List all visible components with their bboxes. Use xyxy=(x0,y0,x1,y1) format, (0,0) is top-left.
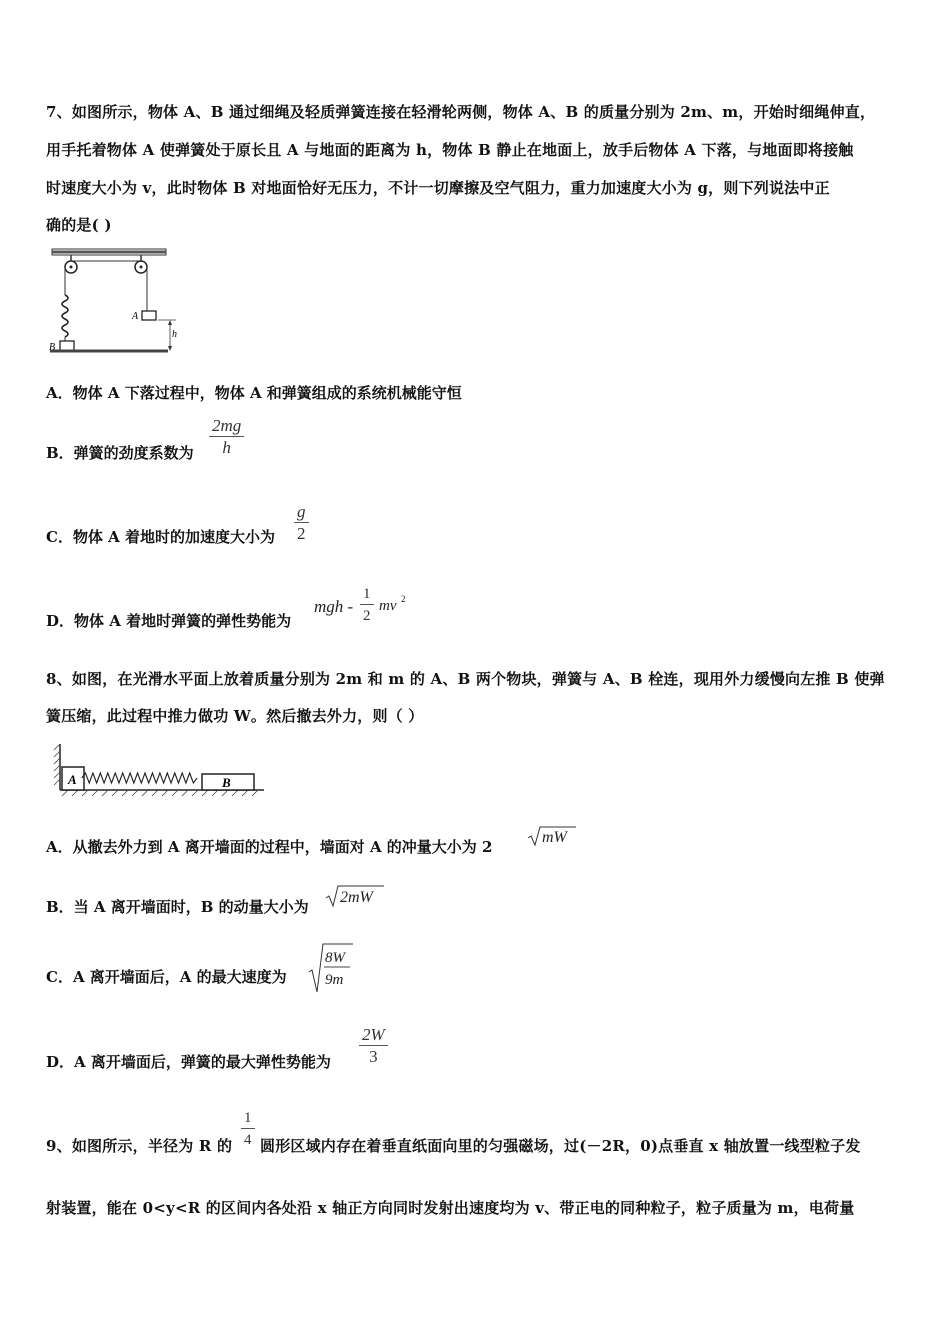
q7-option-d-superscript: 2 xyxy=(401,594,406,604)
q7-text-line-3: 时速度大小为 v，此时物体 B 对地面恰好无压力，不计一切摩擦及空气阻力，重力加速度大小为 g，则下列说法中正 xyxy=(46,179,830,197)
q7-option-c: C．物体 A 着地时的加速度大小为 xyxy=(46,528,276,546)
q7-option-c-fraction xyxy=(294,502,309,545)
q8-spring-blocks-figure xyxy=(52,738,266,800)
fraction-denominator: 3 xyxy=(369,1047,378,1066)
q8-option-c: C．A 离开墙面后，A 的最大速度为 xyxy=(46,968,287,986)
label-a: A xyxy=(132,311,139,322)
q9-text-line-1-part1: 9、如图所示，半径为 R 的 xyxy=(46,1137,233,1155)
label-h: h xyxy=(172,329,177,340)
q8-option-a-sqrt xyxy=(527,825,577,847)
fraction-numerator: 1 xyxy=(363,586,371,602)
q7-text-line-2: 用手托着物体 A 使弹簧处于原长且 A 与地面的距离为 h，物体 B 静止在地面上，放手后物体 A 下落，与地面即将接触 xyxy=(46,141,854,159)
spring-icon xyxy=(62,295,68,337)
spring-icon xyxy=(82,773,197,783)
label-b: B xyxy=(49,342,56,353)
q9-text-line-1-part2: 圆形区域内存在着垂直纸面向里的匀强磁场，过(－2R，0)点垂直 x 轴放置一线型粒子发 xyxy=(260,1137,861,1155)
label-a: A xyxy=(68,772,77,787)
q8-option-b-sqrt xyxy=(325,884,385,908)
label-b: B xyxy=(222,775,231,790)
svg-text:8W: 8W xyxy=(325,950,345,966)
fraction-denominator: h xyxy=(222,438,231,457)
q7-option-b-fraction xyxy=(209,416,244,459)
q7-text-line-4: 确的是( ) xyxy=(46,216,112,234)
svg-text:2mW: 2mW xyxy=(340,889,373,906)
q8-text-line-2: 簧压缩，此过程中推力做功 W。然后撤去外力，则（ ） xyxy=(46,707,424,725)
fraction-numerator: 2mg xyxy=(212,416,242,435)
q7-option-a: A．物体 A 下落过程中，物体 A 和弹簧组成的系统机械能守恒 xyxy=(46,384,462,402)
q7-option-d: D．物体 A 着地时弹簧的弹性势能为 xyxy=(46,612,292,630)
q7-pulley-figure xyxy=(46,245,176,357)
q8-option-d: D．A 离开墙面后，弹簧的最大弹性势能为 xyxy=(46,1053,331,1071)
q8-option-c-sqrt-fraction xyxy=(308,942,354,994)
fraction-numerator: g xyxy=(297,502,306,521)
q7-option-b: B．弹簧的劲度系数为 xyxy=(46,444,194,462)
q9-quarter-fraction xyxy=(241,1108,255,1151)
q7-option-d-prefix: mgh - xyxy=(314,597,354,616)
q8-option-a: A．从撤去外力到 A 离开墙面的过程中，墙面对 A 的冲量大小为 2 xyxy=(46,838,493,856)
q7-text-line-1: 7、如图所示，物体 A、B 通过细绳及轻质弹簧连接在轻滑轮两侧，物体 A、B 的质量分别为 2m、m，开始时细绳伸直， xyxy=(46,103,876,121)
fraction-numerator: 2W xyxy=(362,1025,385,1044)
fraction-denominator: 2 xyxy=(297,524,306,543)
q9-text-line-2: 射装置，能在 0<y<R 的区间内各处沿 x 轴正方向同时发射出速度均为 v、带正电的同种粒子，粒子质量为 m，电荷量 xyxy=(46,1199,855,1217)
q8-option-d-fraction xyxy=(359,1025,388,1068)
q7-option-d-fraction xyxy=(360,584,374,627)
fraction-denominator: 4 xyxy=(244,1132,252,1148)
q7-option-d-suffix: mv xyxy=(379,598,397,614)
fraction-numerator: 1 xyxy=(244,1110,252,1126)
q8-text-line-1: 8、如图，在光滑水平面上放着质量分别为 2m 和 m 的 A、B 两个物块，弹簧与 A、B 栓连，现用外力缓慢向左推 B 使弹 xyxy=(46,670,885,688)
fraction-denominator: 2 xyxy=(363,608,371,624)
svg-text:mW: mW xyxy=(542,829,567,846)
q8-option-b: B．当 A 离开墙面时，B 的动量大小为 xyxy=(46,898,309,916)
svg-text:9m: 9m xyxy=(325,972,344,988)
block-a xyxy=(142,311,156,320)
